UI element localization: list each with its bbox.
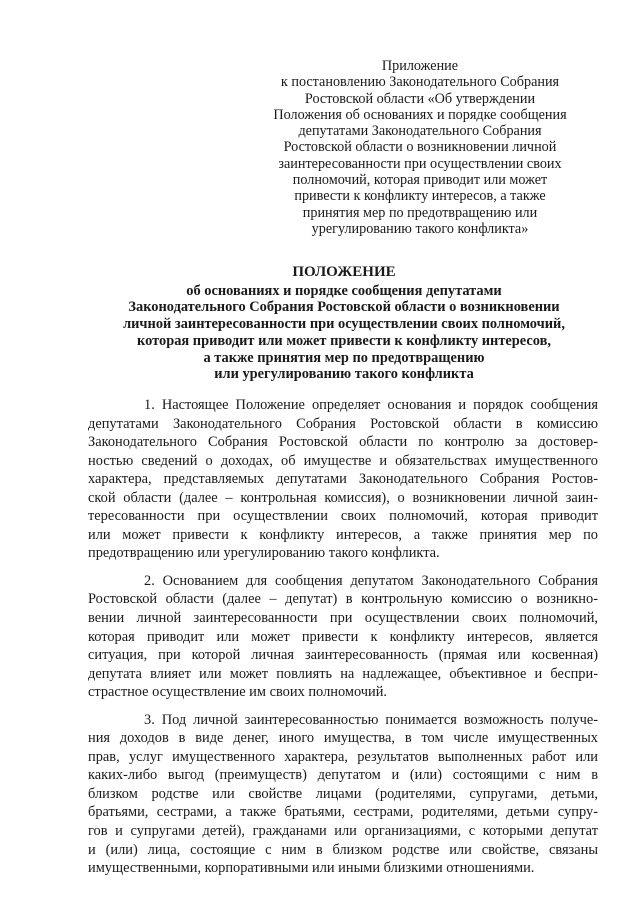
paragraph-line: ностью сведений о доходах, об имуществе и обязательствах имущественного	[88, 452, 598, 469]
paragraph-line: депутатами Законодательного Собрания Ростовской области в комиссию	[88, 415, 598, 432]
paragraph-line: прав, услуг имущественного характера, результатов выполненных работ или	[88, 748, 598, 765]
paragraph-line: депутата влияет или может повлиять на надлежащее, объективное и беспри-	[88, 665, 598, 682]
document-title	[80, 264, 608, 383]
title-line: Законодательного Собрания Ростовской области о возникновении	[128, 299, 560, 316]
title-line: которая приводит или может привести к конфликту интересов,	[137, 332, 551, 349]
paragraph-line: или может привести к конфликту интересов, а также принятия мер по	[88, 526, 598, 543]
appendix-line: к постановлению Законодательного Собрания	[280, 74, 560, 91]
paragraph-line: близком родстве или свойстве лицами (родителями, супругами, детьми,	[88, 785, 598, 802]
appendix-line: принятия мер по предотвращению или	[302, 204, 538, 221]
paragraph-line: Законодательного Собрания Ростовской области по контролю за достовер-	[88, 434, 598, 451]
paragraph-line: ния доходов в виде денег, иного имущества, в том числе имущественных	[88, 730, 598, 747]
appendix-line: Ростовской области «Об утверждении	[304, 90, 536, 107]
paragraph-3	[88, 711, 598, 878]
paragraph-line: 1. Настоящее Положение определяет основания и порядок сообщения	[144, 397, 598, 413]
paragraph-line: вении личной заинтересованности при осуществлении своих полномочий,	[88, 610, 598, 627]
appendix-line: Ростовской области о возникновении личной	[283, 139, 557, 156]
paragraph-line: 3. Под личной заинтересованностью понимается возможность получе-	[144, 711, 598, 728]
paragraph-line: и (или) лица, состоящие с ним в близком родстве или свойстве, связаны	[88, 841, 598, 858]
paragraph-line: тересованности при осуществлении своих полномочий, которая приводит	[88, 508, 598, 525]
appendix-line: заинтересованности при осуществлении своих	[278, 155, 562, 172]
paragraph-line: каких-либо выгод (преимуществ) депутатом и (или) состоящими с ним в	[88, 767, 598, 784]
paragraph-line: ской области (далее – контрольная комиссия), о возникновении личной заин-	[88, 489, 598, 506]
paragraph-line: 2. Основанием для сообщения депутатом Законодательного Собрания	[144, 572, 598, 589]
paragraph-line: характера, представляемых депутатами Законодательного Собрания Ростов-	[88, 471, 598, 488]
paragraph-1	[88, 396, 598, 563]
document-body	[88, 396, 598, 887]
paragraph-line: ситуация, при которой личная заинтересованность (прямая или косвенная)	[88, 647, 598, 664]
appendix-line: полномочий, которая приводит или может	[292, 172, 548, 189]
paragraph-line: гов и супругами детей), гражданами или организациями, с которыми депутат	[88, 823, 598, 840]
appendix-line: урегулированию такого конфликта»	[311, 220, 529, 237]
title-line: об основаниях и порядке сообщения депутатами	[186, 282, 502, 299]
appendix-line: депутатами Законодательного Собрания	[298, 123, 542, 140]
title-line: а также принятия мер по предотвращению	[203, 349, 485, 366]
appendix-line: привести к конфликту интересов, а также	[294, 188, 546, 205]
title-main: ПОЛОЖЕНИЕ	[292, 264, 396, 280]
paragraph-line: имущественными, корпоративными или иными близкими отношениями.	[88, 860, 535, 877]
paragraph-2	[88, 572, 598, 702]
title-line: личной заинтересованности при осуществлении своих полномочий,	[123, 316, 565, 333]
appendix-line: Положения об основаниях и порядке сообщения	[273, 106, 567, 123]
paragraph-line: Ростовской области (далее – депутат) в контрольную комиссию о возникно-	[88, 591, 598, 608]
paragraph-line: которая приводит или может привести к конфликту интересов, является	[88, 628, 598, 645]
appendix-header	[270, 58, 570, 237]
paragraph-line: предотвращению или урегулированию такого конфликта.	[88, 545, 440, 562]
paragraph-line: братьями, сестрами, а также братьями, сестрами, родителями, детьми супру-	[88, 804, 598, 821]
paragraph-line: страстное осуществление им своих полномочий.	[88, 684, 388, 701]
appendix-line: Приложение	[381, 58, 459, 74]
title-line: или урегулированию такого конфликта	[214, 366, 474, 383]
